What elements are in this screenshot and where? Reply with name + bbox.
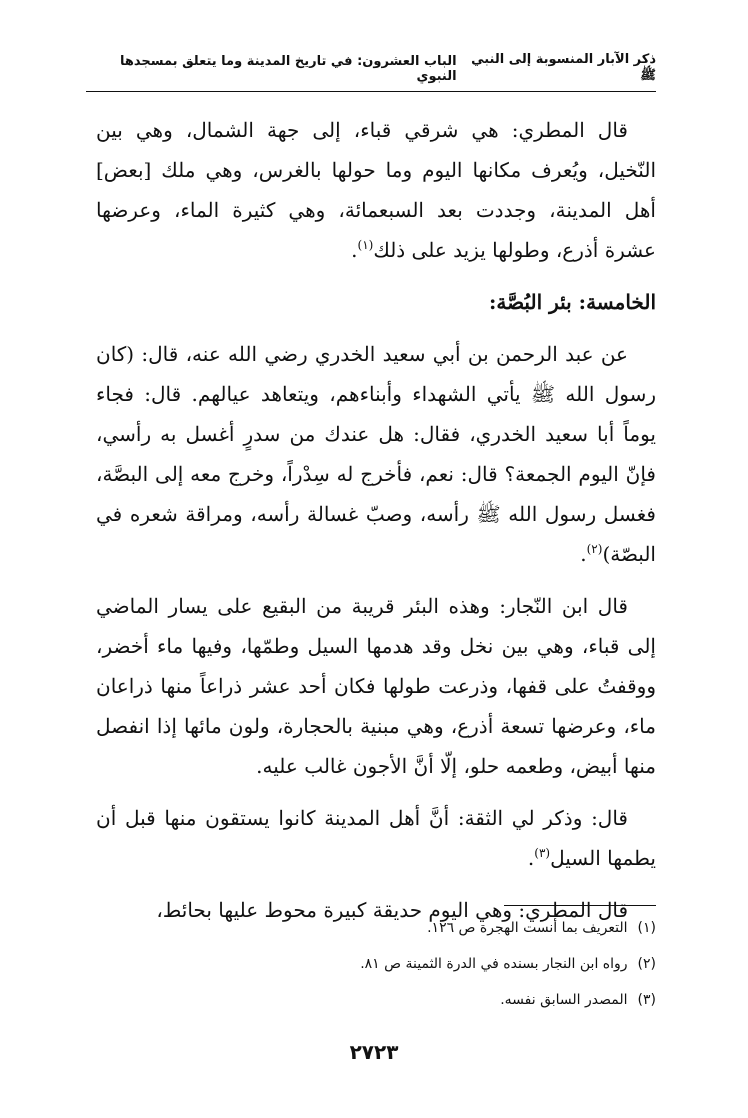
footnote-ref: (٢) [586, 542, 603, 556]
footnote-ref: (١) [357, 238, 374, 252]
footnote: (٢)رواه ابن النجار بسنده في الدرة الثمينة ص ٨١. [360, 956, 656, 972]
paragraph: قال ابن النّجار: وهذه البئر قريبة من البقيع على يسار الماضي إلى قباء، وهي بين نخل وقد هدمها السيل وطمّها، وفيها ماء أخضر، ووقفتُ على قفها، وذرعت طولها فكان أحد عشر ذراعاً منها ذراعان ماء، وعرضها تسعة أذرع، وهي مبنية بالحجارة، ولون مائها إذا انفصل منها أبيض، وطعمه حلو، إلّا أنَّ الأجون غالب عليه. [96, 594, 656, 778]
footnotes [96, 918, 656, 1026]
header-chapter-title: ذكر الآبار المنسوبة إلى النبي ﷺ [471, 52, 656, 83]
header-divider [86, 91, 656, 92]
section-heading: الخامسة: بئر البُصَّة: [488, 290, 656, 314]
footnote: (١)التعريف بما أنست الهجرة ص ١٢٦. [427, 920, 656, 936]
page-number: ٢٧٢٣ [349, 1040, 399, 1064]
paragraph: قال: وذكر لي الثقة: أنَّ أهل المدينة كانوا يستقون منها قبل أن يطمها السيل$^{(٣)}$. [96, 806, 656, 870]
running-header [86, 52, 656, 86]
paragraph: قال المطري: هي شرقي قباء، إلى جهة الشمال، وهي بين النّخيل، ويُعرف مكانها اليوم وما حولها بالغرس، وهي ملك [بعض] أهل المدينة، وجددت بعد السبعمائة، وهي كثيرة الماء، وعرضها عشرة أذرع، وطولها يزيد على ذلك$^{(١)}$. [96, 118, 656, 262]
paragraph: عن عبد الرحمن بن أبي سعيد الخدري رضي الله عنه، قال: (كان رسول الله ﷺ يأتي الشهداء وأبناءهم، ويتعاهد عيالهم. قال: فجاء يوماً أبا سعيد الخدري، فقال: هل عندك من سدرٍ أغسل به رأسي، فإنّ اليوم الجمعة؟ قال: نعم، فأخرج له سِدْراً، وخرج معه إلى البصَّة، فغسل رسول الله ﷺ رأسه، وصبّ غسالة رأسه، ومراقة شعره في البصّة)$^{(٢)}$. [96, 342, 656, 566]
paragraph: قال المطري: وهي اليوم حديقة كبيرة محوط عليها بحائط، [156, 898, 628, 922]
header-section-title: الباب العشرون: في تاريخ المدينة وما يتعلق بمسجدها النبوي [119, 54, 457, 84]
footnote: (٣)المصدر السابق نفسه. [500, 992, 656, 1008]
footnote-divider [504, 905, 656, 906]
main-text [96, 110, 656, 942]
footnote-ref: (٣) [534, 846, 551, 860]
